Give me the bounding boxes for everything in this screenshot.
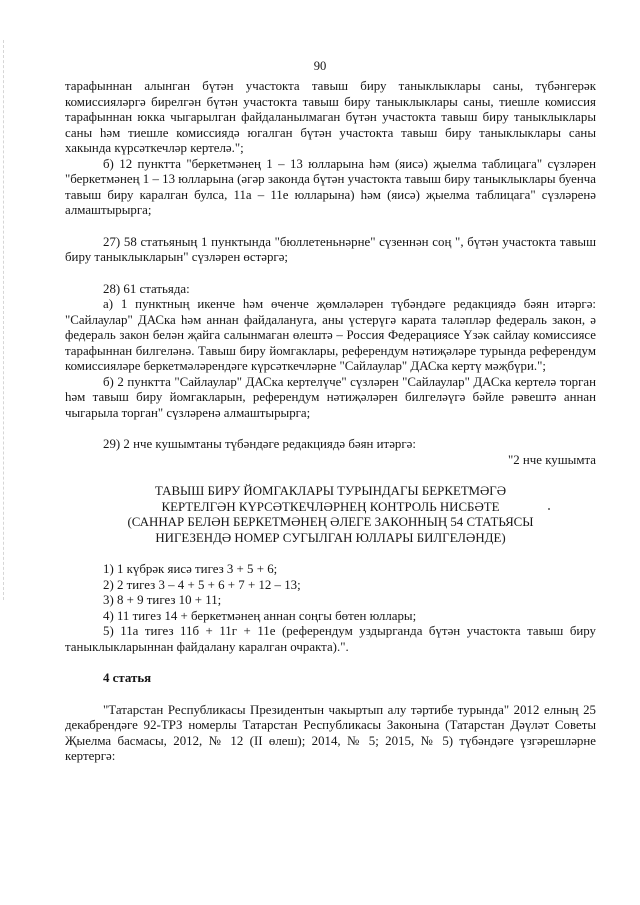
paragraph-12-punkt: б) 12 пунктта "беркетмәнең 1 – 13 юлларына һәм (яисә) җыелма таблицага" сүзләрен "беркетмәнең 1 – 13 юлларына (әгәр законда бүтән участокта тавыш биру таныклыклары буенча тавыш биру каралган булса, 11а – 11е юлларына) һәм (яисә) җыелма таблицага" сүзләренә алмаштырырга; [65,156,596,217]
appendix-heading [65,484,596,546]
page-number: 90 [313,59,327,73]
article-title: 4 статья [103,671,152,685]
heading-line-1: ТАВЫШ БИРУ ЙОМГАКЛАРЫ ТУРЫНДАГЫ БЕРКЕТМӘГӘ [154,484,507,498]
scan-edge-mark [3,40,4,600]
list-item: 1) 1 күбрәк яисә тигез 3 + 5 + 6; [103,562,278,576]
list-item: 2) 2 тигез 3 – 4 + 5 + 6 + 7 + 12 – 13; [103,577,301,592]
paragraph-continued: тарафыннан алынган бүтән участокта тавыш биру таныклыклары саны, түбәнгерәк комиссияләргә бирелгән бүтән участокта тавыш биру таныклыклары саны, тиешле комиссия тарафыннан юкка чыгарылган файдаланылмаган бүтән участокта тавыш биру таныклыклары саны һәм тиешле комиссиядә югалган бүтән участокта тавыш биру таныклыклары саны хакында күрсәткечләр кертелә."; [65,79,596,155]
paragraph-28-a: а) 1 пунктның икенче һәм өченче җөмләләрен түбәндәге редакциядә бәян итәргә: "Сайлаулар" ДАСка һәм аннан файдалануга, аны үстерүгә карата таләпләр федераль закон, ә федераль закон белән җайга салынмаган өлештә – Россия Федерациясе Үзәк сайлау комиссиясе тарафыннан билгеләнә. Тавыш биру йомгаклары, референдум нәтиҗәләре турында референдум комиссияләре беркетмәләрендәге күрсәткечләрне "Сайлаулар" ДАСка кертү мәҗбүри."; [65,297,596,373]
paragraph-28-b: б) 2 пунктта "Сайлаулар" ДАСка кертелүче" сүзләрен "Сайлаулар" ДАСка кертелә торган һәм тавыш биру йомгакларын, референдум нәтиҗәләрен билгеләүгә бәйле рәвештә аннан чыгарыла торган" сүзләренә алмаштырырга; [65,374,596,420]
list-item: 4) 11 тигез 14 + беркетмәнең аннан соңгы бөтен юллары; [103,608,417,623]
paragraph-27: 27) 58 статьяның 1 пунктында "бюллетеньнәрне" сүзеннән соң ", бүтән участокта тавыш биру таныклыкларын" сүзләрен өстәргә; [65,234,596,264]
list-item: 5) 11а тигез 11б + 11г + 11е (референдум уздырганда бүтән участокта тавыш биру таныклыкларыннан файдалану каралган очракта).". [65,624,596,654]
document-body [65,79,596,765]
heading-line-2: КЕРТЕЛГӘН КҮРСӘТКЕЧЛӘРНЕҢ КОНТРОЛЬ НИСБӘТЕ [161,499,500,514]
paragraph-28: 28) 61 статьяда: [103,281,190,296]
article-text: "Татарстан Республикасы Президентын чакыртып алу тәртибе турында" 2012 елның 25 декабрендәге 92-ТРЗ номерлы Татарстан Республикасы Законына (Татарстан Дәүләт Советы Җыелма басмасы, 2012, № 12 (II өлеш); 2014, № 5; 2015, № 5) түбәндәге үзгәрешләрне кертергә: [65,702,596,763]
appendix-label: "2 нче кушымта [507,452,596,467]
list-item: 3) 8 + 9 тигез 10 + 11; [103,593,222,607]
paragraph-29: 29) 2 нче кушымтаны түбәндәге редакциядә бәян итәргә: [103,437,416,451]
scan-speck [548,508,550,510]
heading-line-3: (САННАР БЕЛӘН БЕРКЕТМӘНЕҢ ӘЛЕГЕ ЗАКОННЫҢ 54 СТАТЬЯСЫ [127,515,534,529]
heading-line-4: НИГЕЗЕНДӘ НОМЕР СУГЫЛГАН ЮЛЛАРЫ БИЛГЕЛӘНДЕ) [155,530,506,545]
